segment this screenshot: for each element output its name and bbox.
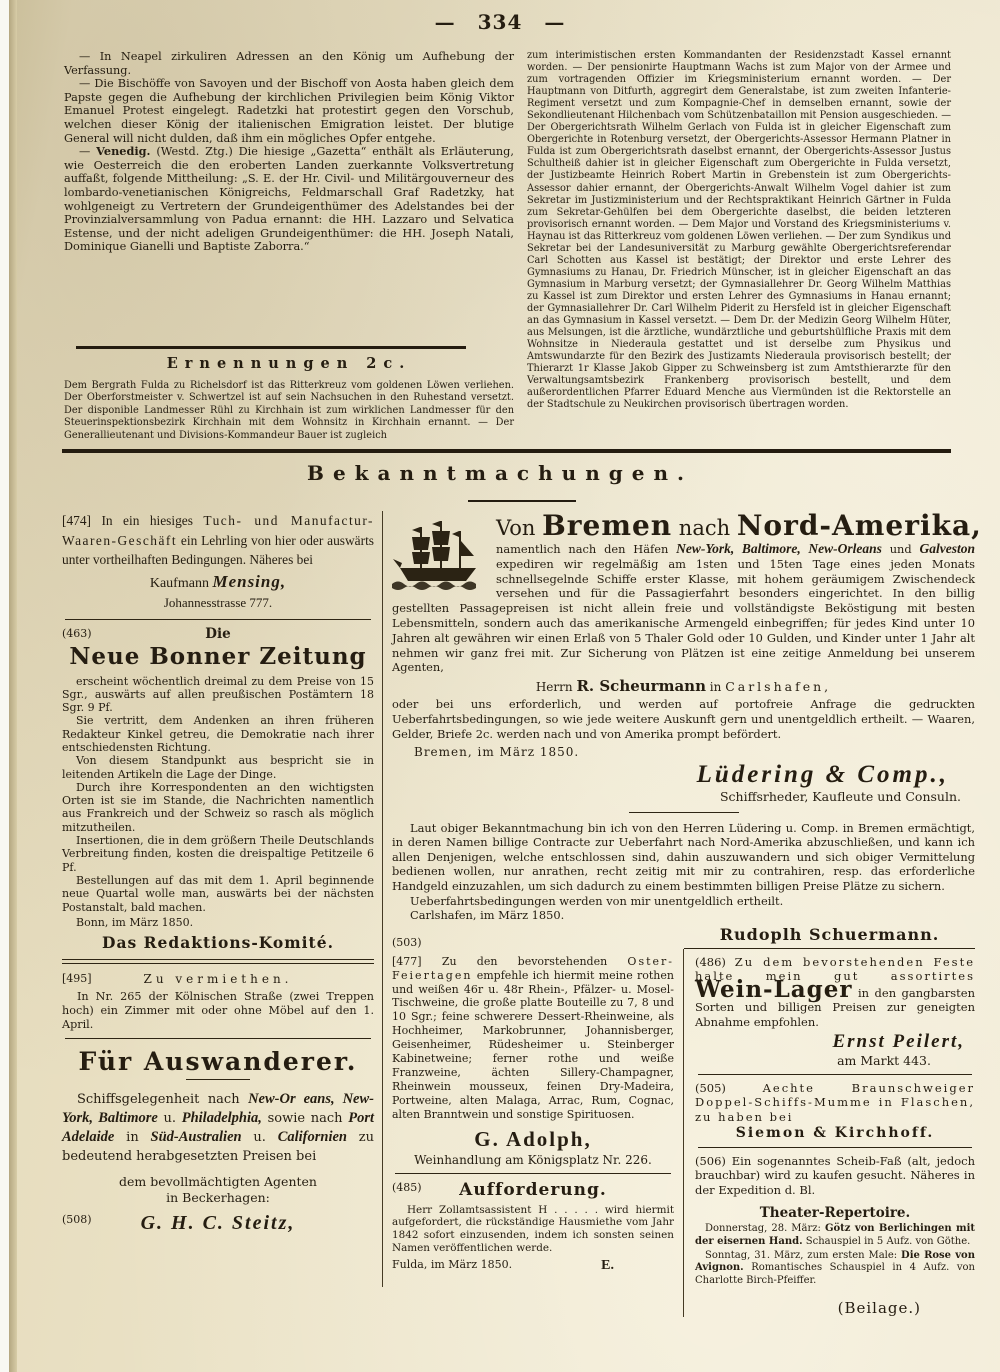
aufforderung-title: Aufforderung. [459,1179,607,1200]
main-divider-rule [62,449,951,453]
adolph-wine-ad [392,955,674,1167]
text: Donnerstag, 28. März: [705,1223,825,1235]
port-names: Californien [277,1128,347,1145]
ad-number: (508) [62,1212,92,1226]
agent-line: in Beckerhagen: [166,1189,270,1205]
ad-number: (503) [392,935,422,949]
news-paragraph: — In Neapel zirkuliren Adressen an den König um Aufhebung der Verfassung. [64,50,514,77]
text: u. [241,1129,278,1145]
port-name-galveston: Galveston [919,541,975,556]
aufforderung-body: Herr Zollamtsassistent H . . . . . wird hiermit aufgefordert, die rückständige Hausmiethe vom Jahr 1842 sofort einzusenden, indem ich sonsten seinen Namen veröffentlichen werde. [392,1203,674,1254]
venedig-text: (Westd. Ztg.) Die hiesige „Gazetta“ enthält als Erläuterung, wie Oesterreich die den eroberten Landen zuerkannte Volksvertretung auffaßt, folgende Mittheilung: „S. E. der Hr. Civil- und Militärgouverneur des lombardo-venetianischen Königreichs, Feldmarschall Graf Radetzky, hat wohlgeneigt zu Vertretern der Grundeigenthümer des Adelstandes bei der Provinzialversammlung von Padua ernannt: die HH. Lazzaro und Selvatica Estense, und der nicht adeligen Grundeigenthümer: die HH. Joseph Natali, Dominique Gianelli und Baptiste Zaborra.“ [64,145,515,254]
mensing-address: Johannesstrasse 777. [163,595,273,610]
agent-name: R. Scheurmann [576,677,706,696]
peilert-wine-ad [695,955,975,1068]
ads-column-right [392,507,982,1318]
adolph-body [392,955,674,1122]
ad-number: [474] [62,513,92,528]
dateline: Carlshafen, im März 1850. [410,908,565,923]
agent-place: Carlshafen, [725,679,832,695]
page-edge-shadow [9,0,17,1372]
text: in den gangbarsten Sorten und billigen Preisen zur geneigten Abnahme empfohlen. [695,986,975,1029]
port-names: New-Or eans, New-York, Baltimore [62,1090,374,1126]
classifieds-column-right [683,949,975,1317]
text: Zu dem bevorstehenden Feste halte mein gut assortirtes [695,954,975,983]
mensing-text: In ein hiesiges [91,513,204,528]
agent-line: dem bevollmächtigten Agenten [119,1173,317,1189]
auswanderer-body [62,1090,374,1166]
luedering-signature-sub: Schiffsrheder, Kaufleute und Consuln. [719,788,961,804]
header-dash-left: — [434,10,456,34]
vermiethen-title: Zu vermiethen. [143,972,293,987]
ad-number: (485) [392,1180,422,1194]
initial-signature: E. [601,1257,614,1273]
beilage-note: (Beilage.) [837,1299,921,1318]
bonner-paragraph: Bestellungen auf das mit dem 1. April beginnende neue Quartal wolle man, auswärts bei der nächsten Postanstalt, bald machen. [62,873,374,914]
aufforderung-ad [392,1180,674,1274]
ads-column-left [62,511,374,1235]
title-text: Von [496,516,543,540]
ad-number: [477] [392,954,422,968]
steitz-signature-row [62,1212,374,1235]
ernennungen-body [64,380,514,442]
title-underline-rule [186,1079,250,1080]
luedering-signature: Lüdering & Comp., [696,760,949,788]
dash: — [79,145,97,159]
ad-separator-rule [395,1173,671,1174]
text: expediren wir regelmäßig am 1sten und 15ten Tage eines jeden Monats schnellsegelnde Schiffe erster Klasse, mit hohem geräumigem Zwischendeck versehen und für die Passagierfahrt besonders eingerichtet. In den billig gestellten Passagepreisen ist nicht allein freie und vollständigste Beköstigung mit besten Lebensmitteln, sondern auch das amerikanische Armengeld einbegriffen; für jedes Kind unter 10 Jahren alt gewähren wir einen Erlaß von 5 Thaler Gold oder 10 Gulden, und Kinder unter 1 Jahr alt nehmen wir ganz frei mit. Zur Sicherung von Plätzen ist eine zeitige Anmeldung bei unserem Agenten, [392,556,975,675]
peilert-body [695,955,975,1029]
text: Zu den bevorstehenden [421,954,628,968]
text: empfehle ich hiermit meine rothen und weißen 46r u. 48r Rhein-, Pfälzer- u. Mosel-Tischweine, die große platte Bouteille zu 7, 8 und 10 Sgr.; feine schwerere Dessert-Rheinweine, als Hochheimer, Markobrunner, Johannisberger, Geisenheimer, Rüdesheimer u. Steinberger Kabinetweine; ferner rothe und weiße Franzweine, ächten Sillery-Champagner, Rheinwein mousseux, feinen Dry-Madeira, Portweine, alten Malaga, Arrac, Rum, Cognac, alten Branntwein und sonstige Spirituosen. [392,968,674,1121]
auswanderer-title: Für Auswanderer. [78,1046,358,1076]
play-title: Die Rose von Avignon. [695,1249,975,1274]
agent-lines [62,1174,374,1206]
bonner-signature: Das Redaktions-Komité. [102,933,334,953]
text: sowie nach [261,1110,349,1126]
ad-separator-rule [65,1038,371,1039]
appointments-news: zum interimistischen ersten Kommandanten der Residenzstadt Kassel ernannt worden. — Der pensionirte Hauptmann Wachs ist zum Major von der Armee und zum vortragenden Offizier im Kriegsministerium ernannt worden. — Der Hauptmann von Ditfurth, aggregirt dem Generalstabe, ist zum zweiten Infanterie-Regiment versetzt und zum Kompagnie-Chef in demselben ernannt, sowie der Sekondlieutenant Hilchenbach vom Schützenbataillon mit Pension ausgeschieden. — Der Obergerichtsrath Wilhelm Gerlach von Fulda ist in gleicher Eigenschaft zum Obergerichte in Rotenburg versetzt, der Obergerichts-Assessor Hermann Platner in Fulda ist zum Obergerichtsrath daselbst ernannt, der Obergerichts-Assessor Justus Schultheiß dahier ist in gleicher Eigenschaft zum Obergerichte in Fulda versetzt, der Justizbeamte Heinrich Robert Martin in Grebenstein ist zum Obergerichts-Assessor dahier ernannt, der Obergerichts-Anwalt Wilhelm Vogel dahier ist zum Sekretar im Justizministerium und der Rechtspraktikant Heinrich Gärtner in Fulda zum Sekretar-Gehülfen bei dem Obergerichte daselbst, die beiden letzteren provisorisch ernannt worden. — Dem Major und Vorstand des Kriegsministeriums v. Haynau ist das Ritterkreuz vom goldenen Löwen verliehen. — Der zum Syndikus und Sekretar bei der Landesuniversität zu Marburg gewählte Obergerichtsreferendar Carl Schotten aus Kassel ist bestätigt; der Direktor und erste Lehrer des Gymnasiums zu Hanau, Dr. Friedrich Münscher, ist in gleicher Eigenschaft an das Gymnasium in Marburg versetzt; der Gymnasiallehrer Dr. Georg Wilhelm Matthias zu Kassel ist zum Direktor und ersten Lehrer des Gymnasiums in Hanau ernannt; der Gymnasiallehrer Dr. Carl Wilhelm Piderit zu Hersfeld ist in gleicher Eigenschaft an das Gymnasium in Kassel versetzt. — Dem Dr. der Medizin Georg Wilhelm Hüter, aus Melsungen, ist die ärztliche, wundärztliche und geburtshülfliche Praxis mit dem Wohnsitze in Niederaula gestattet und ist derselbe zum Physikus und Amtswundarzte für den Bezirk des Justizamts Niederaula provisorisch bestellt; der Thierarzt 1r Klasse Jakob Gipper zu Schweinsberg ist zum Amtsthierarzte für den Verwaltungsamtsbezirk Frankenberg provisorisch bestellt, und dem außerordentlichen Pfarrer Eduard Menche aus Viermünden ist die Rektorstelle an der Stadtschule zu Neukirchen provisorisch übertragen worden. [527,50,951,411]
mensing-signature [62,572,374,594]
bonner-paragraph: Sie vertritt, dem Andenken an ihren früheren Redakteur Kinkel getreu, die Demokratie nach ihrer entschiedensten Richtung. [62,714,374,754]
classifieds-columns [392,949,975,1317]
bonner-title: Neue Bonner Zeitung [69,642,367,670]
fass-ad [695,1154,975,1197]
theater-item [695,1223,975,1248]
mumme-body [695,1081,975,1124]
peilert-address: am Markt 443. [837,1052,931,1068]
ad-number: (506) [695,1153,726,1168]
mumme-ad [695,1081,975,1141]
mensing-ad [62,511,374,613]
ernennungen-text: Dem Bergrath Fulda zu Richelsdorf ist das Ritterkreuz vom goldenen Löwen verliehen. Der Oberforstmeister v. Schwertzel ist auf sein Nachsuchen in den Ruhestand versetzt. Der disponible Landmesser Rühl zu Kirchhain ist zum wirklichen Landmesser für den Steuerinspektionsbezirk Kirchhain mit dem Wohnsitz in Kirchhain ernannt. — Der Generallieutenant und Divisions-Kommandeur Bauer ist zugleich [64,380,514,441]
vermiethen-header [62,971,374,987]
ad-number: (486) [695,954,726,969]
ad-separator-rule [629,812,739,813]
mensing-spaced-text: Tuch- und Manufactur-Waaren-Geschäft [62,513,375,548]
bremen-body-2: oder bei uns erforderlich, und werden auf portofreie Anfrage die gedruckten Ueberfahrtsbedingungen, so wie jede weitere Auskunft gern und unentgeldlich ertheilt. — Waaren, Gelder, Briefe 2c. werden nach und von Amerika prompt befördert. [392,697,975,741]
bonner-zeitung-ad [62,626,374,953]
header-dash-right: — [544,10,566,34]
section-rule [76,346,466,349]
mensing-body [62,511,374,570]
ad-number: [495] [62,972,92,986]
dateline: Bonn, im März 1850. [76,915,194,929]
adolph-signature-sub: Weinhandlung am Königsplatz Nr. 226. [414,1152,652,1167]
news-column-right [527,50,951,411]
wein-lager-title: Wein-Lager [695,976,853,1004]
text: Ein sogenanntes Scheib-Faß (alt, jedoch brauchbar) wird zu kaufen gesucht. Näheres in der Expedition d. Bl. [695,1153,975,1197]
theater-item [695,1250,975,1287]
ad-number: (463) [62,626,92,640]
theater-section [695,1205,975,1317]
text: in [705,680,726,695]
dateline: Fulda, im März 1850. [392,1257,513,1271]
oster-feiertage: Oster-Feiertagen [392,954,674,982]
title-bremen: Bremen [542,509,673,542]
mensing-text: ein Lehrling von hier oder auswärts unter vortheilhaften Bedingungen. Näheres bei [62,532,374,567]
port-names: Port Adelaide [62,1109,374,1145]
dateline: Bremen, im März 1850. [414,744,580,759]
scheurmann-name: Rudoplh Schuermann. [684,925,975,949]
text: Sonntag, 31. März, zum ersten Male: [705,1249,902,1261]
play-title: Götz von Berlichingen mit der eisernen Hand. [695,1223,975,1247]
double-rule [62,959,374,964]
fass-body [695,1154,975,1197]
scheurmann-ad [392,821,975,949]
ad-separator-rule [698,1147,972,1148]
text: zu bedeutend herabgesetzten Preisen bei [62,1129,375,1164]
signature-prefix: Kaufmann [149,575,213,591]
ad-number: (505) [695,1080,726,1095]
title-nord-amerika: Nord-Amerika, [736,509,982,542]
news-column-left [64,50,514,254]
ship-icon [392,511,486,593]
zu-vermiethen-ad [62,971,374,1031]
merchant-name: Mensing, [212,571,287,591]
scheurmann-signature-row [392,925,975,949]
bekanntmachungen-title: Bekanntmachungen. [307,461,693,485]
scan-margin [0,0,9,1372]
news-paragraph-venedig [64,145,514,254]
text: namentlich nach den Häfen [496,542,677,556]
auswanderer-ad [62,1047,374,1235]
agent-name: G. H. C. Steitz, [140,1211,296,1234]
peilert-signature: Ernst Peilert, [832,1030,965,1052]
news-paragraph: — Die Bischöffe von Savoyen und der Bischoff von Aosta haben gleich dem Papste gegen die Aufhebung der kirchlichen Privilegien beim König Viktor Emanuel Protest eingelegt. Radetzki hat protestirt gegen den Vorschub, welchen dieser König der italienischen Emigration leistet. Der blutige General will nicht dulden, daß ihm ein mögliches Opfer entgehe. [64,77,514,145]
bonner-paragraph: Durch ihre Korrespondenten an den wichtigsten Orten ist sie im Stande, die Nachrichten namentlich aus Frankreich und der Schweiz so rasch als möglich mitzutheilen. [62,780,374,834]
bonner-paragraph: Insertionen, die in dem größern Theile Deutschlands Verbreitung finden, kosten die dreispaltige Petitzeile 6 Pf. [62,834,374,874]
ad-separator-rule [698,1074,972,1075]
text: Aechte Braunschweiger Doppel-Schiffs-Mumme in Flaschen, zu haben bei [695,1080,975,1124]
text: u. [157,1110,182,1126]
adolph-signature: G. Adolph, [474,1126,592,1151]
agent-line [392,677,975,695]
bonner-pretitle-row [62,626,374,642]
venedig-lead: Venedig. [96,144,151,159]
aufforderung-header [392,1180,674,1200]
bonner-paragraph: Von diesem Standpunkt aus bespricht sie in leitenden Artikeln die Lage der Dinge. [62,754,374,781]
text: Herrn [535,680,577,695]
port-names: Philadelphia, [181,1109,262,1126]
port-names: New-York, Baltimore, New-Orleans [676,541,882,556]
scheurmann-line: Ueberfahrtsbedingungen werden von mir unentgeldlich ertheilt. [410,893,784,908]
page-number: 334 [477,10,523,34]
theater-title: Theater-Repertoire. [759,1205,911,1222]
title-text: nach [672,516,737,540]
ernennungen-title: Ernennungen 2c. [166,355,412,372]
column-divider [382,511,383,1287]
bonner-paragraph: erscheint wöchentlich dreimal zu dem Preise von 15 Sgr., auswärts auf allen preußischen Postämtern 18 Sgr. 9 Pf. [62,674,374,715]
bonner-die: Die [205,625,231,642]
classifieds-column-middle [392,949,683,1317]
text: und [881,542,920,556]
text: Romantisches Schauspiel in 4 Aufz. von Charlotte Birch-Pfeiffer. [695,1262,975,1286]
vermiethen-body: In Nr. 265 der Kölnischen Straße (zwei Treppen hoch) ein Zimmer mit oder ohne Möbel auf den 1. April. [62,990,374,1031]
text: Schauspiel in 5 Aufz. von Göthe. [802,1235,971,1247]
text: in [114,1129,151,1145]
bremen-ad [392,509,982,813]
scheurmann-body: Laut obiger Bekanntmachung bin ich von den Herren Lüdering u. Comp. in Bremen ermächtigt, in deren Namen billige Contracte zur Ueberfahrt nach Nord-Amerika abzuschließen, und kann ich allen Denjenigen, welche entschlossen sind, dahin auszuwandern und sich obiger Vermittelung bedienen wollen, nur anrathen, recht zeitig mit mir zu contrahiren, resp. das erforderliche Handgeld einzuzahlen, um sich dadurch zu einem bestimmten billigen Preise Plätze zu sichern. [392,820,975,893]
mumme-signature: Siemon & Kirchhoff. [735,1124,935,1141]
aufforderung-footer [392,1258,674,1274]
bekanntmachungen-rule [468,500,576,502]
port-names: Süd-Australien [150,1128,242,1145]
text: Schiffsgelegenheit nach [77,1091,249,1107]
ad-separator-rule [65,619,371,620]
page-header [0,10,1000,34]
